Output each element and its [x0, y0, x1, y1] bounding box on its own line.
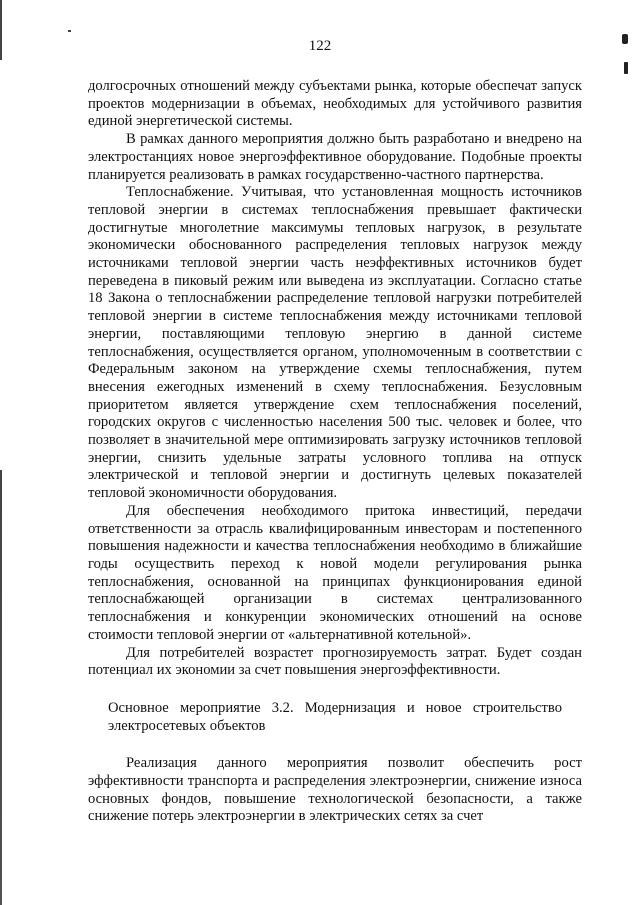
- scan-edge-mark: [0, 0, 2, 905]
- scan-speck: [68, 30, 71, 32]
- paragraph: Для потребителей возрастет прогнозируемость затрат. Будет создан потенциал их экономии за счет повышения энергоэффективности.: [88, 644, 582, 679]
- scan-speck: [624, 62, 628, 74]
- document-body: [88, 78, 582, 826]
- page-number: 122: [308, 38, 332, 54]
- paragraph: Теплоснабжение. Учитывая, что установленная мощность источников тепловой энергии в системах теплоснабжения превышает фактически достигнутые многолетние максимумы тепловых нагрузок, в результате экономически обоснованного распределения тепловых нагрузок между источниками тепловой энергии часть неэффективных источников будет переведена в пиковый режим или выведена из эксплуатации. Согласно статье 18 Закона о теплоснабжении распределение тепловой нагрузки потребителей тепловой энергии в системе теплоснабжения между источниками тепловой энергии, поставляющими тепловую энергию в данной системе теплоснабжения, осуществляется органом, уполномоченным в соответствии с Федеральным законом на утверждение схемы теплоснабжения, путем внесения ежегодных изменений в схему теплоснабжения. Безусловным приоритетом является утверждение схем теплоснабжения поселений, городских округов с численностью населения 500 тыс. человек и более, что позволяет в значительной мере оптимизировать загрузку источников тепловой энергии, снизить удельные затраты условного топлива на отпуск электрической и тепловой энергии и достигнуть целевых показателей тепловой экономичности оборудования.: [88, 184, 582, 502]
- paragraph: Для обеспечения необходимого притока инвестиций, передачи ответственности за отрасль квалифицированным инвесторам и постепенного повышения надежности и качества теплоснабжения необходимо в ближайшие годы осуществить переход к новой модели регулирования рынка теплоснабжения, основанной на принципах функционирования единой теплоснабжающей организации в системах централизованного теплоснабжения и конкуренции экономических отношений на основе стоимости тепловой энергии от «альтернативной котельной».: [88, 502, 582, 643]
- paragraph: долгосрочных отношений между субъектами рынка, которые обеспечат запуск проектов модернизации в объемах, необходимых для устойчивого развития единой энергетической системы.: [88, 78, 582, 130]
- section-heading: Основное мероприятие 3.2. Модернизация и новое строительство электросетевых объектов: [108, 699, 562, 734]
- paragraph: В рамках данного мероприятия должно быть разработано и внедрено на электростанциях новое энергоэффективное оборудование. Подобные проекты планируется реализовать в рамках государственно-частного партнерства.: [88, 131, 582, 183]
- paragraph: Реализация данного мероприятия позволит обеспечить рост эффективности транспорта и распределения электроэнергии, снижение износа основных фондов, повышение технологической безопасности, а также снижение потерь электроэнергии в электрических сетях за счет: [88, 755, 582, 825]
